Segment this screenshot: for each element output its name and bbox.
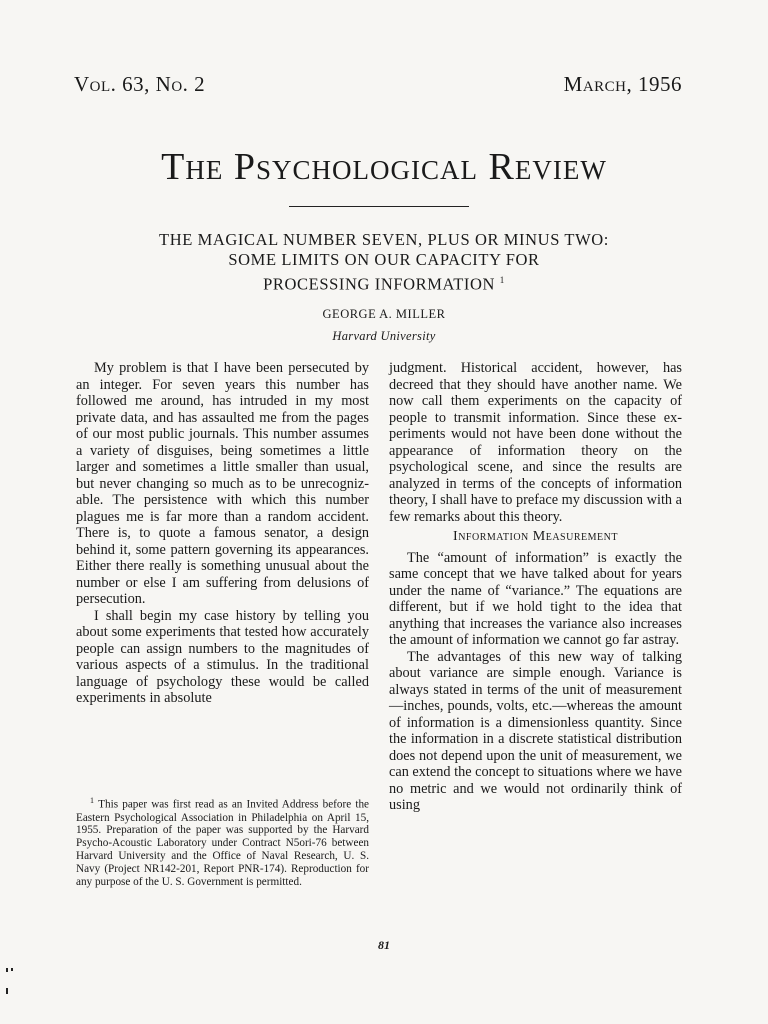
article-title [60,230,708,295]
footnote-mark: 1 [90,796,94,805]
section-heading: Information Measurement [453,529,618,544]
footnote-paragraph [76,795,369,888]
title-footnote-mark: 1 [499,275,505,285]
title-divider [289,206,469,207]
journal-title: The Psychological Review [161,146,607,188]
scan-artifact [6,968,14,998]
body-column-right [389,360,682,814]
footnote-text: This paper was first read as an Invited Address before the Eastern Psychological Association in Philadelphia on April 15, 1955. Preparation of the paper was supported by the Harvard Psycho-Acoustic Laboratory under Contract N5ori-76 between Harvard University and the Office of Naval Research, U. S. Navy (Project NR142-201, Report PNR-174). Reproduction for any purpose of the U. S. Government is permitted. [76,798,370,888]
article-title-line-1: THE MAGICAL NUMBER SEVEN, PLUS OR MINUS TWO: [159,230,609,249]
author-affiliation: Harvard University [332,329,436,343]
page-number: 81 [378,938,390,952]
body-column-left [76,360,369,707]
article-title-line-3-text: PROCESSING INFORMATION [263,274,495,294]
issue-date: March, 1956 [563,72,682,96]
author-name: GEORGE A. MILLER [322,307,446,321]
body-paragraph: The advantages of this new way of talking about variance are simple enough. Variance is always stated in terms of the unit of measurement—inches, pounds, volts, etc.—whereas the amount of information is a dimensionless quantity. Since the information in a discrete statistical distribution does not depend upon the unit of measurement, we can extend the concept to situations where we have no metric and we would not ordinarily think of using [389,648,682,813]
article-title-line-2: SOME LIMITS ON OUR CAPACITY FOR [228,250,540,269]
footnote [76,795,369,888]
body-paragraph: I shall begin my case history by telling you about some experiments that tested how accurately people can assign numbers to the magnitudes of various aspects of a stimulus. In the traditional language of psychology these would be called experiments in absolute [76,607,369,706]
volume-number: Vol. 63, No. 2 [74,72,206,96]
body-paragraph: judgment. Historical accident, however, has decreed that they should have another name. We now call them experiments on the capacity of people to transmit information. Since these experiments would not have been done without the appearance of information theory on the psychological scene, and since the results are analyzed in terms of the concepts of information theory, I shall have to preface my discussion with a few remarks about this theory. [389,360,682,525]
body-paragraph: The “amount of information” is exactly the same concept that we have talked about for years under the name of “variance.” The equations are different, but if we hold tight to the idea that anything that increases the variance also increases the amount of information we cannot go far astray. [389,549,682,648]
body-paragraph: My problem is that I have been persecuted by an integer. For seven years this number has followed me around, has intruded in my most private data, and has assaulted me from the pages of our most public journals. This number assumes a variety of disguises, being sometimes a little larger and sometimes a little smaller than usual, but never changing so much as to be unrecognizable. The persistence with which this number plagues me is far more than a random accident. There is, to quote a famous senator, a design behind it, some pattern governing its appearances. Either there really is something unusual about the number or else I am suffering from delusions of persecution. [76,360,369,607]
article-title-line-3 [60,270,708,295]
